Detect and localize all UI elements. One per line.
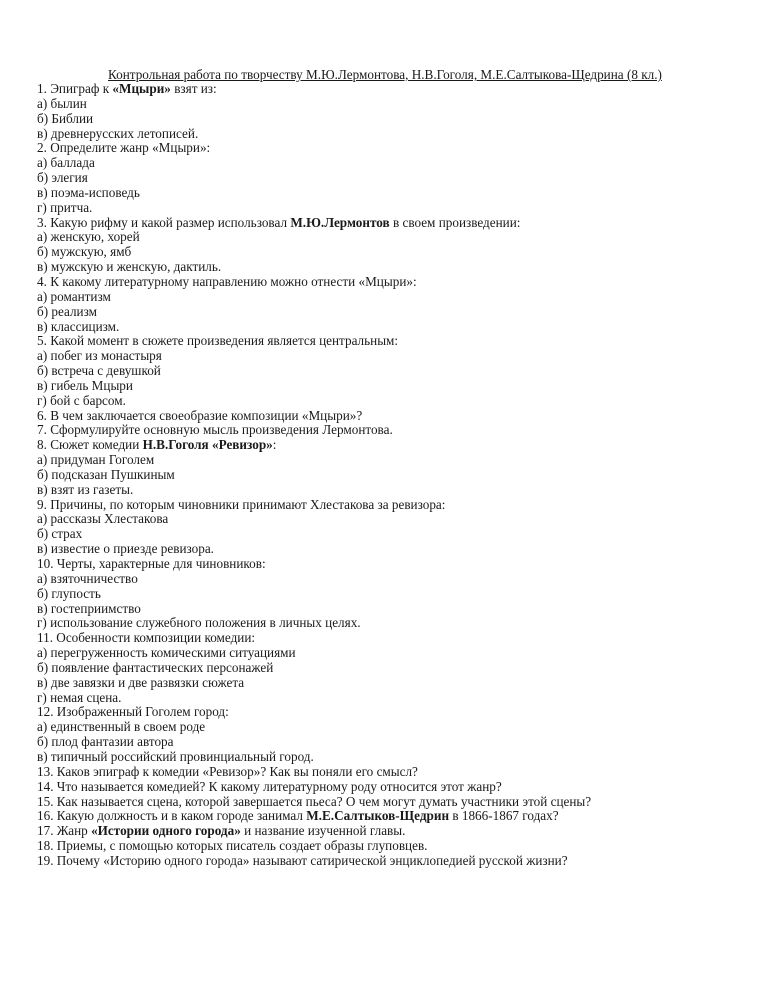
text-segment: 8. Сюжет комедии	[37, 437, 143, 453]
text-segment: б) появление фантастических персонажей	[37, 659, 274, 675]
text-segment: 3. Какую рифму и какой размер использовал	[37, 214, 291, 230]
text-line	[37, 379, 737, 394]
text-line	[37, 275, 737, 290]
text-line	[37, 186, 737, 201]
text-line	[37, 290, 737, 305]
text-line	[37, 795, 737, 810]
text-line	[37, 750, 737, 765]
text-segment: а) единственный в своем роде	[37, 719, 206, 735]
text-segment: 4. К какому литературному направлению можно отнести «Мцыри»:	[37, 273, 417, 289]
bold-text-segment: «Истории одного города»	[91, 823, 241, 839]
text-segment: 10. Черты, характерные для чиновников:	[37, 556, 266, 571]
text-segment: 15. Как называется сцена, которой завершается пьеса? О чем могут думать участники этой сцены?	[37, 793, 592, 809]
text-segment: в) взят из газеты.	[37, 481, 134, 497]
text-line	[37, 691, 737, 706]
text-segment: б) элегия	[37, 170, 88, 186]
text-segment: г) использование служебного положения в личных целях.	[37, 615, 361, 631]
text-line	[37, 616, 737, 631]
text-segment: б) подсказан Пушкиным	[37, 466, 175, 482]
text-line	[37, 245, 737, 260]
text-line	[37, 230, 737, 245]
text-line	[37, 320, 737, 335]
text-segment: а) придуман Гоголем	[37, 452, 155, 468]
text-line	[37, 260, 737, 275]
text-line	[37, 780, 737, 795]
text-segment: 9. Причины, по которым чиновники принимают Хлестакова за ревизора:	[37, 496, 446, 512]
text-line	[37, 216, 737, 231]
text-segment: в) поэма-исповедь	[37, 184, 140, 200]
text-line	[37, 498, 737, 513]
text-line	[37, 394, 737, 409]
text-segment: в) мужскую и женскую, дактиль.	[37, 259, 222, 275]
document-title: Контрольная работа по творчеству М.Ю.Лермонтова, Н.В.Гоголя, М.Е.Салтыкова-Щедрина (8 кл.)	[108, 67, 662, 82]
text-line	[37, 349, 737, 364]
text-segment: б) плод фантазии автора	[37, 734, 174, 750]
text-line	[37, 809, 737, 824]
text-segment: в) древнерусских летописей.	[37, 125, 199, 141]
text-line	[37, 438, 737, 453]
text-line	[37, 572, 737, 587]
bold-text-segment: М.Ю.Лермонтов	[290, 214, 390, 230]
text-segment: в 1866-1867 годах?	[449, 808, 559, 824]
text-segment: а) перегруженность комическими ситуациями	[37, 645, 296, 661]
text-line	[37, 705, 737, 720]
text-line	[37, 171, 737, 186]
text-line	[37, 483, 737, 498]
text-line	[37, 423, 737, 438]
text-segment: 6. В чем заключается своеобразие композиции «Мцыри»?	[37, 407, 363, 423]
text-line	[37, 542, 737, 557]
text-line	[37, 82, 737, 97]
text-segment: :	[272, 437, 277, 453]
question-list	[37, 82, 737, 869]
text-segment: г) немая сцена.	[37, 689, 122, 705]
text-segment: в) гибель Мцыри	[37, 377, 133, 393]
bold-text-segment: М.Е.Салтыков-Щедрин	[306, 808, 450, 824]
text-segment: 1. Эпиграф к	[37, 81, 113, 96]
text-segment: в своем произведении:	[389, 214, 521, 230]
text-segment: в) гостеприимство	[37, 600, 141, 616]
text-segment: 5. Какой момент в сюжете произведения является центральным:	[37, 333, 399, 349]
text-segment: а) побег из монастыря	[37, 348, 162, 364]
text-line	[37, 602, 737, 617]
text-segment: г) притча.	[37, 199, 93, 215]
text-segment: 13. Каков эпиграф к комедии «Ревизор»? Как вы поняли его смысл?	[37, 763, 418, 779]
text-line	[37, 156, 737, 171]
text-line	[37, 305, 737, 320]
text-line	[37, 735, 737, 750]
text-segment: 14. Что называется комедией? К какому литературному роду относится этот жанр?	[37, 778, 502, 794]
text-segment: а) рассказы Хлестакова	[37, 511, 169, 527]
text-segment: б) Библии	[37, 110, 94, 126]
text-segment: 16. Какую должность и в каком городе занимал	[37, 808, 307, 824]
text-line	[37, 839, 737, 854]
text-segment: в) две завязки и две развязки сюжета	[37, 674, 245, 690]
text-line	[37, 557, 737, 572]
text-segment: взят из:	[170, 81, 217, 96]
text-segment: 2. Определите жанр «Мцыри»:	[37, 140, 211, 156]
text-line	[37, 334, 737, 349]
text-segment: б) реализм	[37, 303, 97, 319]
text-line	[37, 453, 737, 468]
text-line	[37, 631, 737, 646]
text-line	[37, 112, 737, 127]
text-segment: б) глупость	[37, 585, 101, 601]
text-line	[37, 824, 737, 839]
text-segment: 12. Изображенный Гоголем город:	[37, 704, 229, 720]
text-segment: а) былин	[37, 95, 87, 111]
text-segment: в) известие о приезде ревизора.	[37, 541, 214, 557]
text-line	[37, 468, 737, 483]
text-segment: а) женскую, хорей	[37, 229, 140, 245]
text-segment: 17. Жанр	[37, 823, 92, 839]
text-segment: и название изученной главы.	[240, 823, 406, 839]
text-segment: б) встреча с девушкой	[37, 363, 161, 379]
bold-text-segment: Н.В.Гоголя «Ревизор»	[142, 437, 273, 453]
text-segment: а) взяточничество	[37, 570, 138, 586]
text-line	[37, 527, 737, 542]
text-segment: в) классицизм.	[37, 318, 120, 334]
text-segment: б) страх	[37, 526, 83, 542]
text-segment: г) бой с барсом.	[37, 392, 126, 408]
text-segment: а) романтизм	[37, 288, 111, 304]
text-segment: 19. Почему «Историю одного города» называют сатирической энциклопедией русской жизни?	[37, 852, 568, 868]
text-line	[37, 676, 737, 691]
text-line	[37, 127, 737, 142]
text-line	[37, 364, 737, 379]
bold-text-segment: «Мцыри»	[112, 81, 171, 96]
text-segment: б) мужскую, ямб	[37, 244, 132, 260]
text-line	[37, 512, 737, 527]
text-segment: в) типичный российский провинциальный город.	[37, 748, 314, 764]
text-line	[37, 765, 737, 780]
text-line	[37, 720, 737, 735]
text-segment: 7. Сформулируйте основную мысль произведения Лермонтова.	[37, 422, 393, 438]
text-segment: 11. Особенности композиции комедии:	[37, 630, 256, 646]
text-line	[37, 646, 737, 661]
text-segment: 18. Приемы, с помощью которых писатель создает образы глуповцев.	[37, 838, 428, 854]
text-segment: а) баллада	[37, 155, 95, 171]
text-line	[37, 854, 737, 869]
text-line	[37, 661, 737, 676]
text-line	[37, 97, 737, 112]
text-line	[37, 201, 737, 216]
text-line	[37, 409, 737, 424]
text-line	[37, 587, 737, 602]
text-line	[37, 141, 737, 156]
